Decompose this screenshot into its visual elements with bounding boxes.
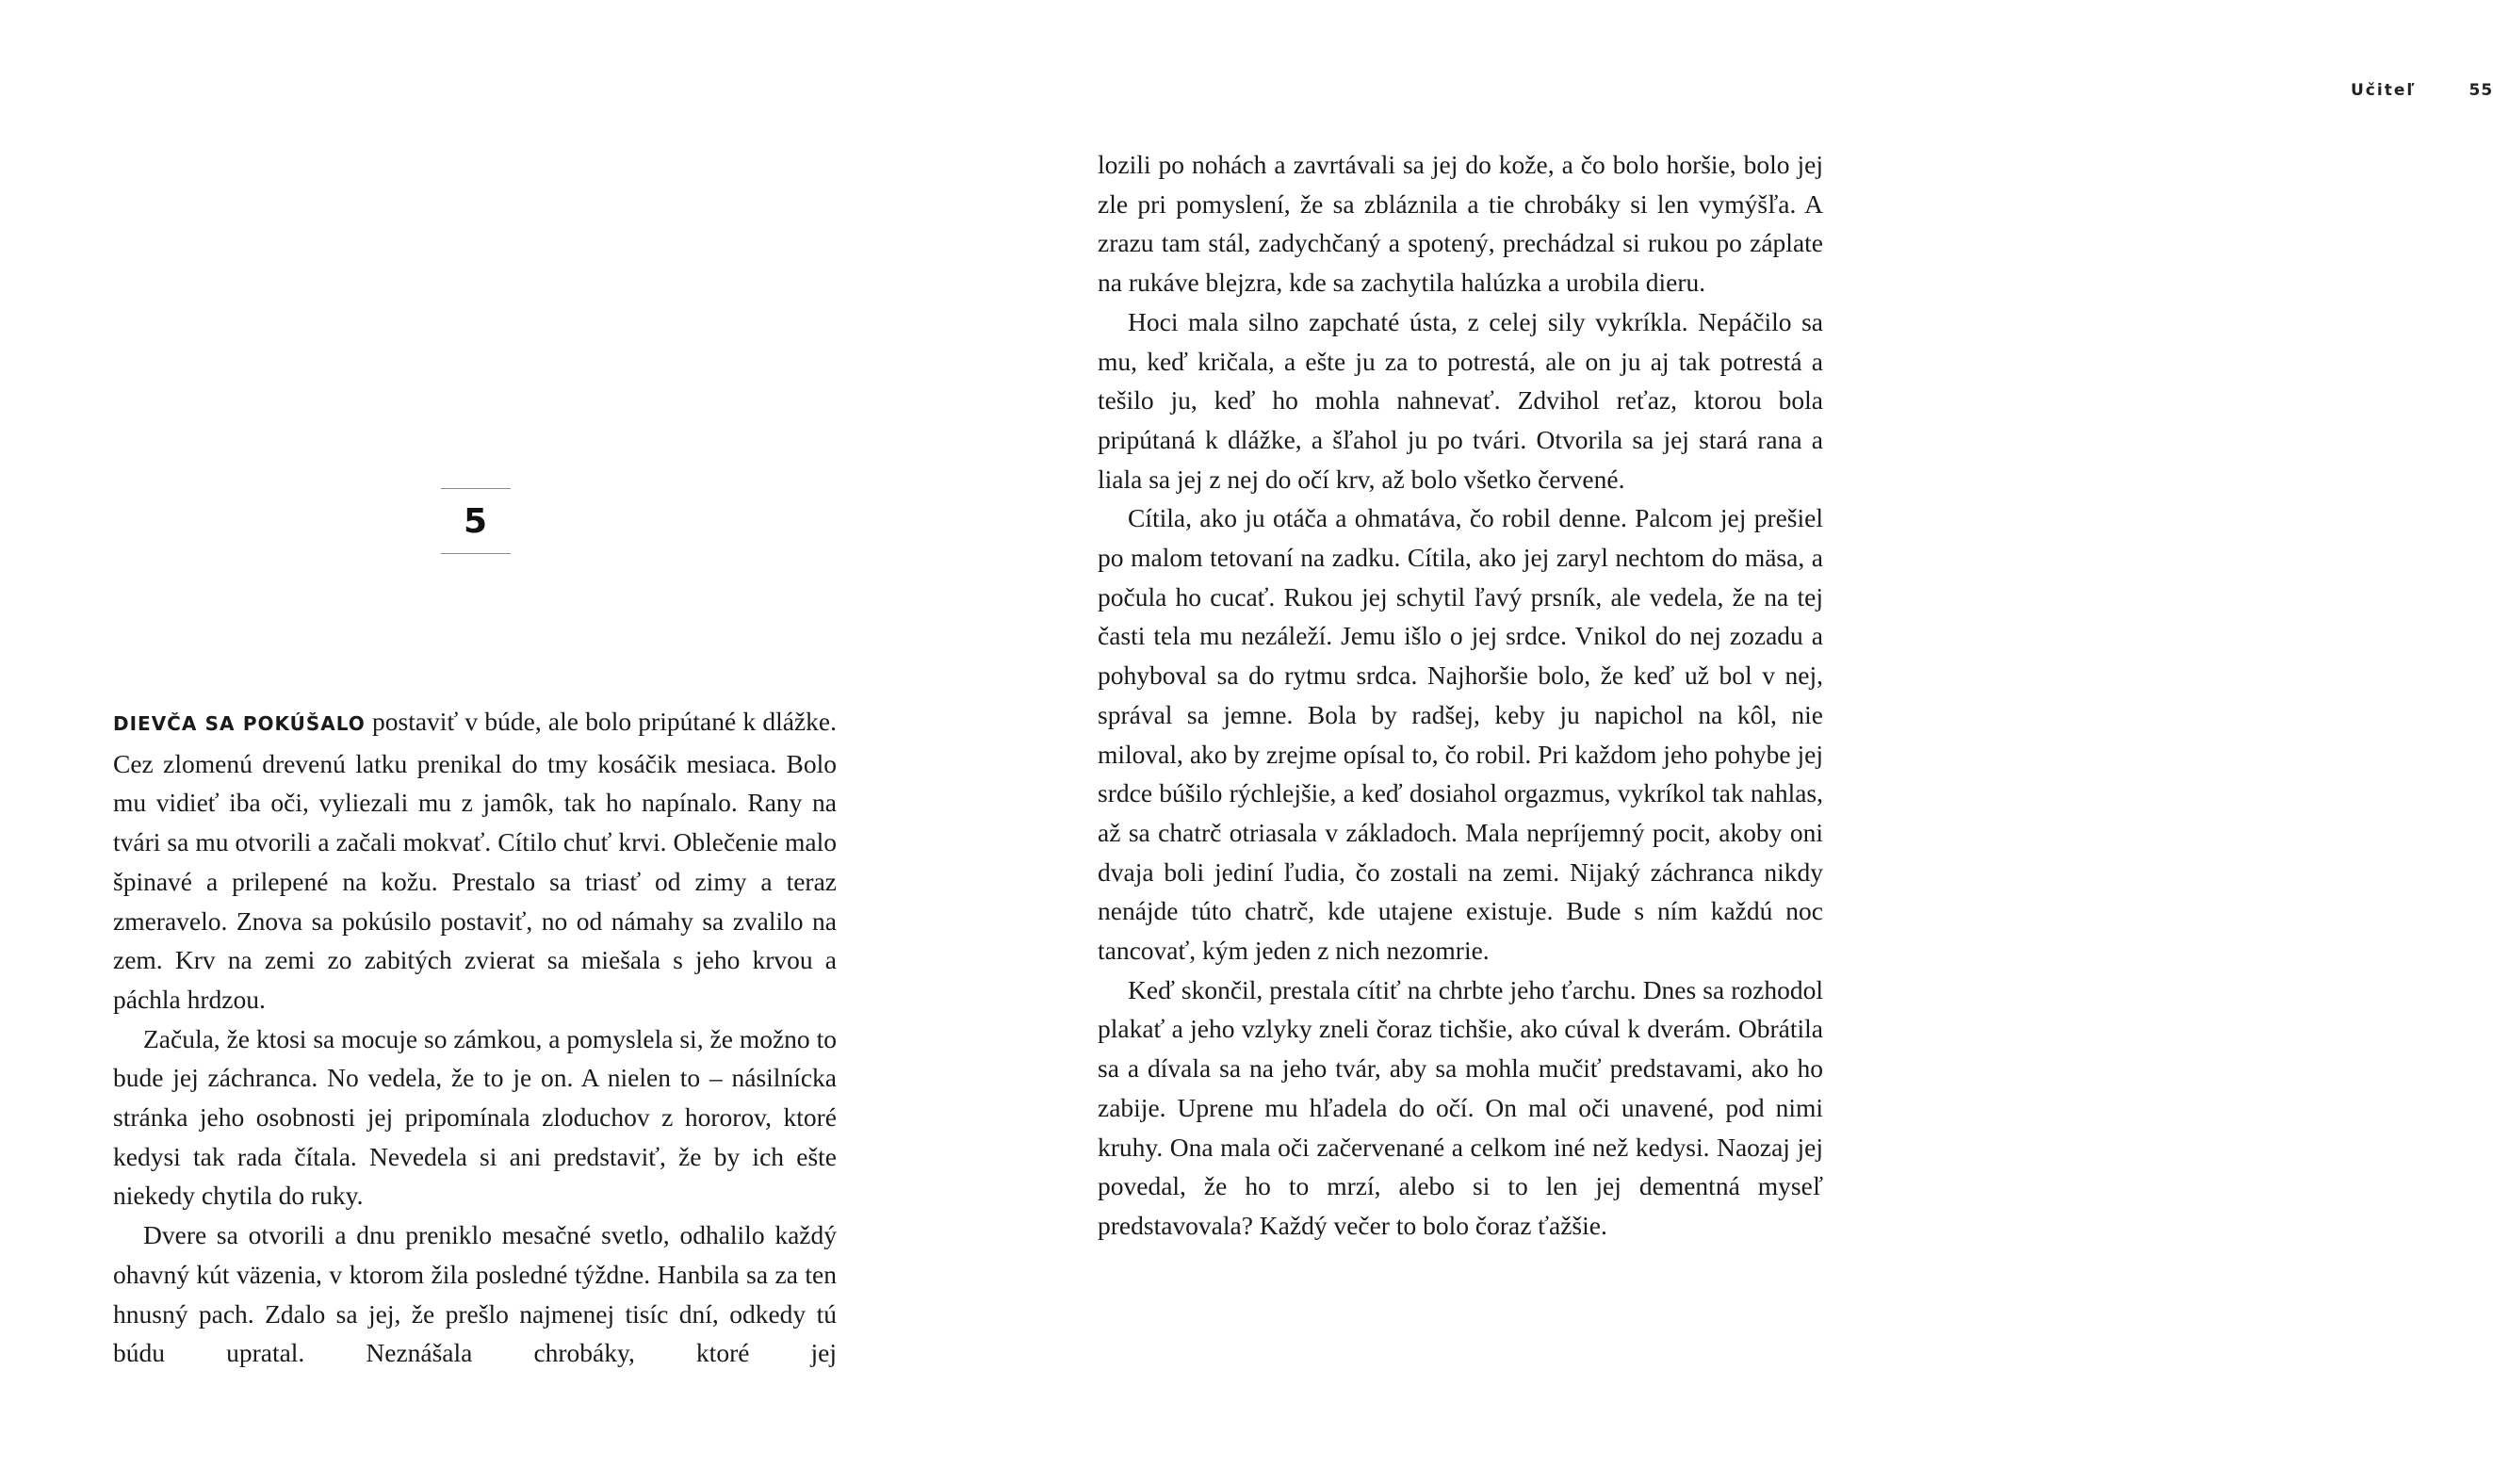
chapter-heading [441, 488, 511, 554]
left-body-text [113, 702, 837, 1373]
paragraph: Dvere sa otvorili a dnu preniklo mesačné svetlo, odhalilo každý ohavný kút väzenia, v ktorom žila posledné týždne. Hanbila sa za ten hnusný pach. Zdalo sa jej, že prešlo najmenej tisíc dní, odkedy tú búdu upratal. Neznášala chrobáky, ktoré jej [113, 1220, 837, 1368]
paragraph-text: postaviť v búde, ale bolo pripútané k dlážke. Cez zlomenú drevenú latku prenikal do tmy kosáčik mesiaca. Bolo mu vidieť iba oči, vyliezali mu z jamôk, tak ho napínalo. Rany na tvári sa mu otvorili a začali mokvať. Cítilo chuť krvi. Oblečenie malo špinavé a prilepené na kožu. Prestalo sa triasť od zimy a teraz zmeravelo. Znova sa pokúsilo postaviť, no od námahy sa zvalilo na zem. Krv na zemi zo zabitých zvierat sa miešala s jeho krvou a páchla hrdzou. [113, 707, 837, 1014]
paragraph: Hoci mala silno zapchaté ústa, z celej sily vykríkla. Nepáčilo sa mu, keď kričala, a ešte ju za to potrestá, ale on ju aj tak potrestá a tešilo ju, keď ho mohla nahnevať. Zdvihol reťaz, ktorou bola pripútaná k dlážke, a šľahol ju po tvári. Otvorila sa jej stará rana a liala sa jej z nej do očí krv, až bolo všetko červené. [1098, 306, 1823, 494]
paragraph: Keď skončil, prestala cítiť na chrbte jeho ťarchu. Dnes sa rozhodol plakať a jeho vzlyky zneli čoraz tichšie, ako cúval k dverám. Obrátila sa a dívala sa na jeho tvár, aby sa mohla mučiť predstavami, ako ho zabije. Uprene mu hľadela do očí. On mal oči unavené, pod nimi kruhy. Ona mala oči začervenané a celkom iné než kedysi. Naozaj jej povedal, že ho to mrzí, alebo si to len jej dementná myseľ predstavovala? Každý večer to bolo čoraz ťažšie. [1098, 974, 1823, 1240]
running-head-title: Učiteľ [2351, 81, 2417, 100]
page-number: 55 [2469, 81, 2493, 100]
paragraph: lozili po nohách a zavrtávali sa jej do kože, a čo bolo horšie, bolo jej zle pri pomyslení, že sa zbláznila a tie chrobáky si len vymýšľa. A zrazu tam stál, zadychčaný a spotený, prechádzal si rukou po záplate na rukáve blejzra, kde sa zachytila halúzka a urobila dieru. [1098, 150, 1823, 298]
running-head [2351, 81, 2493, 104]
right-body-text [1098, 145, 1823, 1246]
chapter-number: 5 [463, 501, 489, 541]
opening-smallcaps: DIEVČA SA POKÚŠALO [113, 712, 366, 735]
left-page [0, 0, 965, 1484]
paragraph: Cítila, ako ju otáča a ohmatáva, čo robil denne. Palcom jej prešiel po malom tetovaní na zadku. Cítila, ako jej zaryl nechtom do mäsa, a počula ho cucať. Rukou jej schytil ľavý prsník, ale vedela, že na tej časti tela mu nezáleží. Jemu išlo o jej srdce. Vnikol do nej zozadu a pohyboval sa do rytmu srdca. Najhoršie bolo, že keď už bol v nej, správal sa jemne. Bola by radšej, keby ju napichol na kôl, nie miloval, ako by zrejme opísal to, čo robil. Pri každom jeho pohybe jej srdce búšilo rýchlejšie, a keď dosiahol orgazmus, vykríkol tak nahlas, až sa chatrč otriasala v základoch. Mala nepríjemný pocit, akoby oni dvaja boli jediní ľudia, čo zostali na zemi. Nijaký záchranca nikdy nenájde túto chatrč, kde utajene existuje. Bude s ním každú noc tancovať, kým jeden z nich nezomrie. [1098, 503, 1823, 966]
paragraph: Začula, že ktosi sa mocuje so zámkou, a pomyslela si, že možno to bude jej záchranca. No vedela, že to je on. A nielen to – násilnícka stránka jeho osobnosti jej pripomínala zloduchov z hororov, ktoré kedysi tak rada čítala. Nevedela si ani predstaviť, že by ich ešte niekedy chytila do ruky. [113, 1023, 837, 1211]
paragraph [113, 702, 837, 1019]
